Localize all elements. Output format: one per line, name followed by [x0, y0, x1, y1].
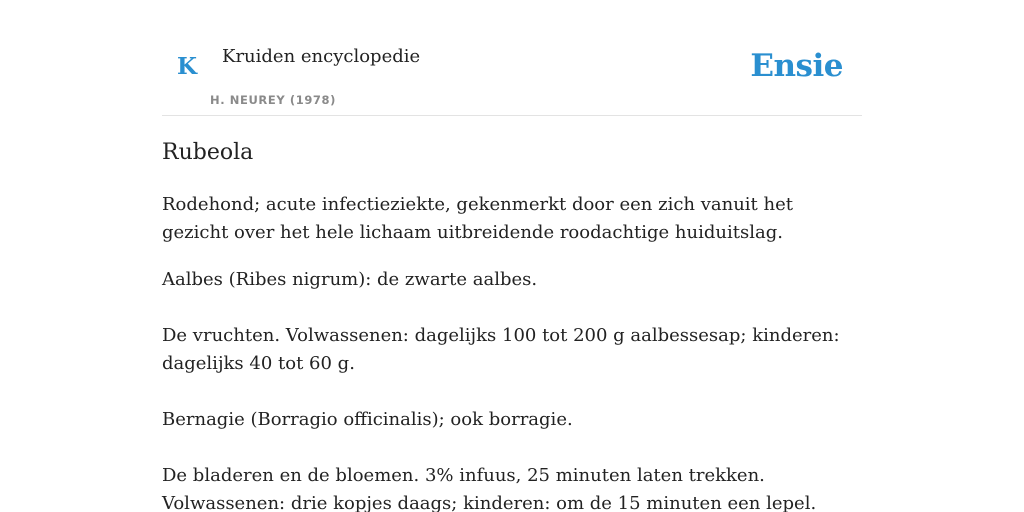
- definition-paragraph: Rodehond; acute infectieziekte, gekenmerkt door een zich vanuit het gezicht over het hele lichaam uitbreidende roodachtige huiduitslag.: [162, 194, 793, 243]
- body-paragraph: De vruchten. Volwassenen: dagelijks 100 tot 200 g aalbessesap; kinderen: dagelijks 40 tot 60 g.: [162, 325, 840, 374]
- book-logo[interactable]: K: [177, 53, 197, 80]
- page-content: [162, 0, 862, 512]
- body-paragraph: Aalbes (Ribes nigrum): de zwarte aalbes.: [162, 269, 538, 290]
- entry-body: [162, 191, 862, 512]
- brand-logo[interactable]: Ensie: [750, 48, 843, 84]
- book-author: H. NEUREY (1978): [210, 93, 336, 107]
- body-paragraph: Bernagie (Borragio officinalis); ook borragie.: [162, 409, 573, 430]
- body-paragraph: De bladeren en de bloemen. 3% infuus, 25 minuten laten trekken. Volwassenen: drie kopjes daags; kinderen: om de 15 minuten een lepel.: [162, 465, 817, 512]
- entry-title: Rubeola: [162, 140, 254, 165]
- book-title[interactable]: Kruiden encyclopedie: [222, 46, 421, 67]
- entry-header: [162, 0, 862, 116]
